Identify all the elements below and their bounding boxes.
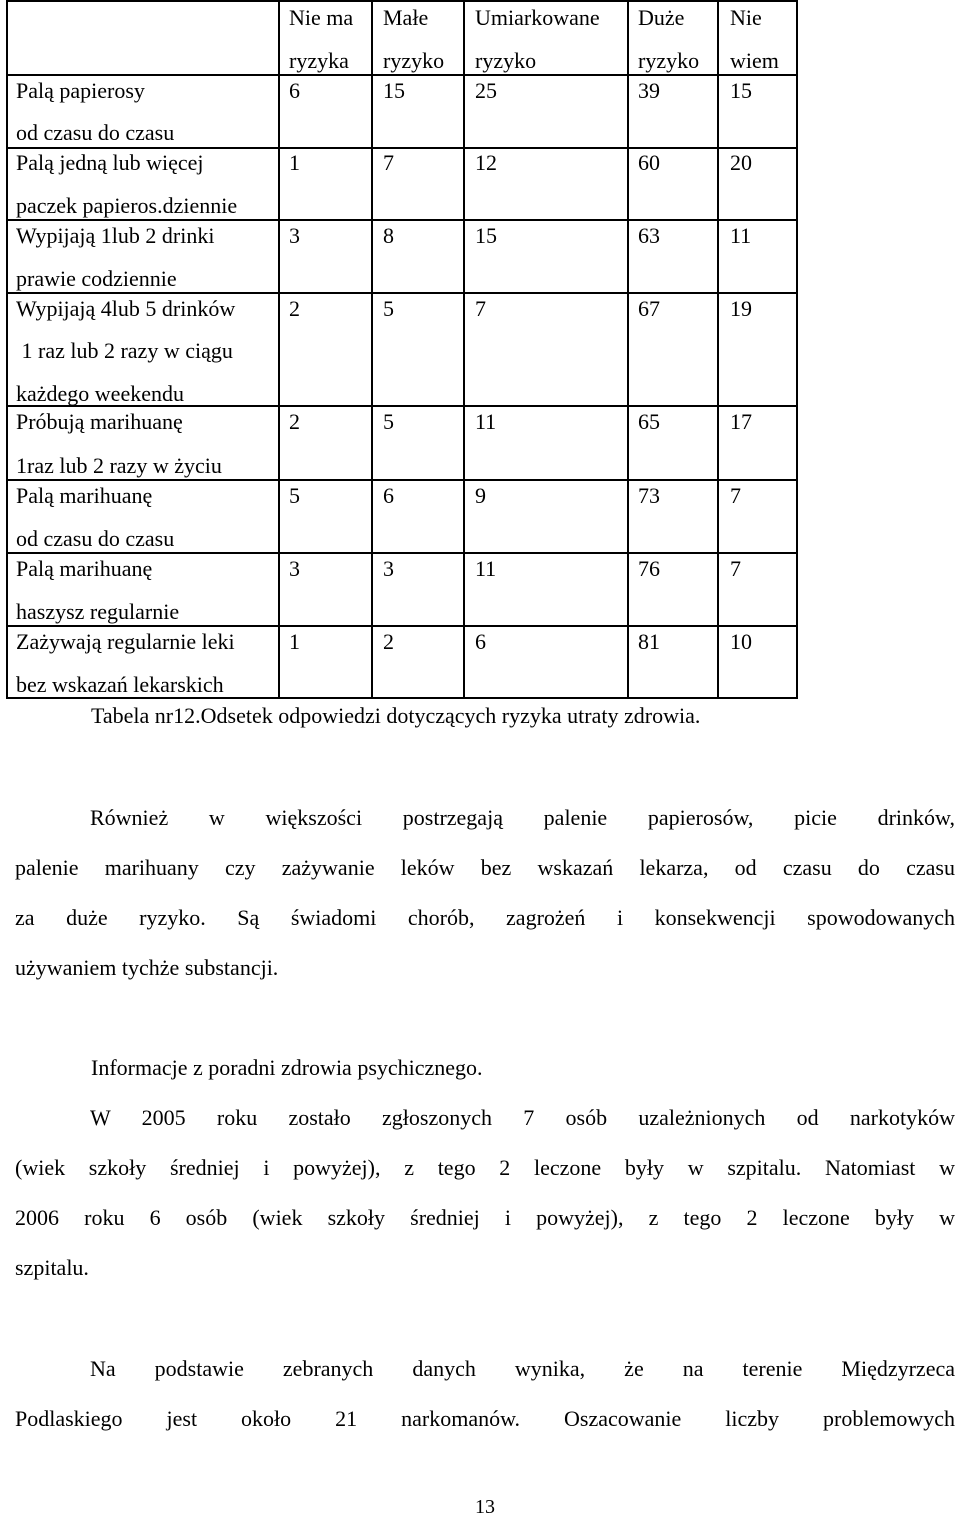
paragraph-line: Podlaskiego jest około 21 narkomanów. Oszacowanie liczby problemowych	[15, 1406, 955, 1431]
header-dont-know-line2: wiem	[730, 48, 779, 73]
paragraph-line: (wiek szkoły średniej i powyżej), z tego 2 leczone były w szpitalu. Natomiast w	[15, 1155, 955, 1180]
row-label: Palą papierosy	[16, 78, 145, 103]
row-label: Wypijają 1lub 2 drinki	[16, 223, 215, 248]
page-number: 13	[475, 1496, 495, 1518]
row-label: Zażywają regularnie leki	[16, 629, 235, 654]
table-cell: 3	[289, 556, 300, 581]
table-row-divider	[6, 479, 798, 481]
table-cell: 6	[475, 629, 486, 654]
table-cell: 7	[475, 296, 486, 321]
row-label: 1 raz lub 2 razy w ciągu	[16, 338, 233, 363]
table-cell: 19	[730, 296, 752, 321]
paragraph-line: palenie marihuany czy zażywanie leków bez wskazań lekarza, od czasu do czasu	[15, 855, 955, 880]
table-cell: 2	[289, 296, 300, 321]
table-cell: 8	[383, 223, 394, 248]
header-moderate-risk-line1: Umiarkowane	[475, 5, 600, 30]
paragraph-estimate	[15, 1344, 955, 1444]
table-cell: 7	[383, 150, 394, 175]
header-no-risk-line1: Nie ma	[289, 5, 354, 30]
header-small-risk-line2: ryzyko	[383, 48, 445, 73]
table-cell: 65	[638, 409, 660, 434]
table-cell: 15	[730, 78, 752, 103]
table-cell: 9	[475, 483, 486, 508]
table-row-divider	[6, 625, 798, 627]
row-label: Palą marihuanę	[16, 483, 153, 508]
table-cell: 7	[730, 556, 741, 581]
table-cell: 25	[475, 78, 497, 103]
table-cell: 11	[475, 556, 497, 581]
table-border-right	[796, 0, 798, 699]
table-cell: 5	[383, 296, 394, 321]
header-small-risk-line1: Małe	[383, 5, 429, 30]
table-cell: 7	[730, 483, 741, 508]
section-heading: Informacje z poradni zdrowia psychicznego.	[91, 1055, 483, 1080]
table-col-divider	[463, 0, 465, 699]
paragraph-line: W 2005 roku zostało zgłoszonych 7 osób uzależnionych od narkotyków	[90, 1105, 955, 1130]
table-cell: 5	[289, 483, 300, 508]
row-label: Palą marihuanę	[16, 556, 153, 581]
row-label: 1raz lub 2 razy w życiu	[16, 453, 222, 478]
table-row-divider	[6, 147, 798, 149]
table-cell: 12	[475, 150, 497, 175]
table-cell: 2	[289, 409, 300, 434]
table-cell: 1	[289, 150, 300, 175]
table-col-divider	[278, 0, 280, 699]
table-border-bottom	[6, 697, 798, 699]
paragraph-risk-perception	[15, 793, 955, 993]
table-cell: 10	[730, 629, 752, 654]
table-row-divider	[6, 74, 798, 76]
table-cell: 11	[475, 409, 497, 434]
paragraph-line: Na podstawie zebranych danych wynika, że na terenie Międzyrzeca	[90, 1356, 955, 1381]
table-cell: 15	[475, 223, 497, 248]
row-label: Wypijają 4lub 5 drinków	[16, 296, 236, 321]
table-cell: 3	[289, 223, 300, 248]
table-cell: 39	[638, 78, 660, 103]
table-row-divider	[6, 552, 798, 554]
table-cell: 17	[730, 409, 752, 434]
paragraph-line: używaniem tychże substancji.	[15, 955, 279, 980]
header-high-risk-line2: ryzyko	[638, 48, 700, 73]
paragraph-line: za duże ryzyko. Są świadomi chorób, zagrożeń i konsekwencji spowodowanych	[15, 905, 955, 930]
table-cell: 63	[638, 223, 660, 248]
table-border-top	[6, 0, 798, 2]
table-cell: 15	[383, 78, 405, 103]
row-label: każdego weekendu	[16, 381, 184, 406]
table-border-left	[6, 0, 8, 699]
paragraph-line: Również w większości postrzegają palenie papierosów, picie drinków,	[90, 805, 955, 830]
table-cell: 11	[730, 223, 752, 248]
row-label: Palą jedną lub więcej	[16, 150, 204, 175]
paragraph-line: 2006 roku 6 osób (wiek szkoły średniej i powyżej), z tego 2 leczone były w	[15, 1205, 955, 1230]
table-col-divider	[627, 0, 629, 699]
table-cell: 6	[289, 78, 300, 103]
table-cell: 67	[638, 296, 660, 321]
table-cell: 5	[383, 409, 394, 434]
row-label: haszysz regularnie	[16, 599, 180, 624]
row-label: bez wskazań lekarskich	[16, 672, 224, 697]
header-no-risk-line2: ryzyka	[289, 48, 349, 73]
table-cell: 73	[638, 483, 660, 508]
header-dont-know-line1: Nie	[730, 5, 762, 30]
table-cell: 81	[638, 629, 660, 654]
table-cell: 2	[383, 629, 394, 654]
row-label: od czasu do czasu	[16, 526, 175, 551]
table-cell: 76	[638, 556, 660, 581]
paragraph-line: szpitalu.	[15, 1255, 89, 1280]
row-label: prawie codziennie	[16, 266, 177, 291]
table-cell: 3	[383, 556, 394, 581]
table-col-divider	[371, 0, 373, 699]
row-label: od czasu do czasu	[16, 120, 175, 145]
paragraph-clinic-data	[15, 1093, 955, 1293]
table-row-divider	[6, 219, 798, 221]
table-col-divider	[717, 0, 719, 699]
table-cell: 6	[383, 483, 394, 508]
table-caption: Tabela nr12.Odsetek odpowiedzi dotyczących ryzyka utraty zdrowia.	[91, 703, 701, 728]
row-label: paczek papieros.dziennie	[16, 193, 238, 218]
table-cell: 20	[730, 150, 752, 175]
header-moderate-risk-line2: ryzyko	[475, 48, 537, 73]
header-high-risk-line1: Duże	[638, 5, 685, 30]
row-label: Próbują marihuanę	[16, 409, 183, 434]
table-cell: 1	[289, 629, 300, 654]
table-cell: 60	[638, 150, 660, 175]
table-row-divider	[6, 292, 798, 294]
